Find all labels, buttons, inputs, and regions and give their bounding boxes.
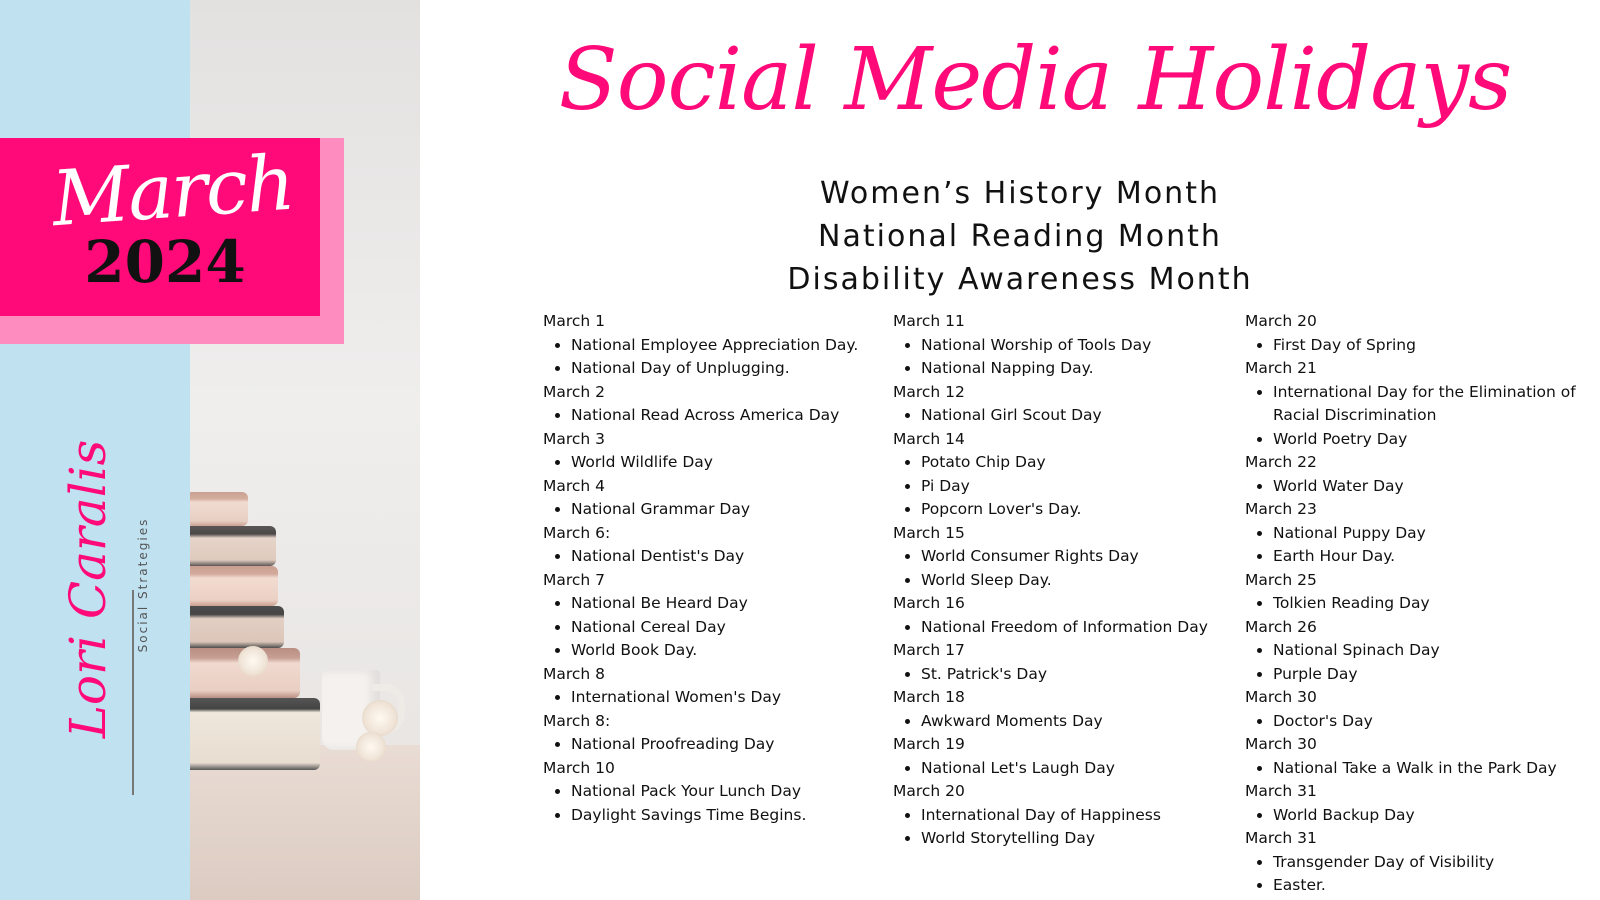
book [190, 526, 276, 566]
holiday-item: • Pi Day [921, 475, 1233, 499]
holiday-list [543, 686, 883, 710]
holiday-item: • International Day for the Elimination of Racial Discrimination [1273, 381, 1585, 428]
holiday-item: • National Read Across America Day [571, 404, 883, 428]
holiday-column-2 [893, 310, 1233, 851]
flower [362, 700, 398, 736]
holiday-list [1245, 522, 1585, 569]
holiday-item: • National Pack Your Lunch Day [571, 780, 883, 804]
holiday-list [1245, 757, 1585, 781]
holiday-list [1245, 592, 1585, 616]
holiday-item: • National Puppy Day [1273, 522, 1585, 546]
holiday-date: March 21 [1245, 359, 1317, 377]
holiday-date: March 30 [1245, 688, 1317, 706]
holiday-date: March 16 [893, 594, 965, 612]
holiday-item: • National Take a Walk in the Park Day [1273, 757, 1585, 781]
holiday-date: March 11 [893, 312, 965, 330]
holiday-list [893, 334, 1233, 381]
holiday-list [1245, 334, 1585, 358]
holiday-item: • Doctor's Day [1273, 710, 1585, 734]
holiday-date: March 20 [1245, 312, 1317, 330]
holiday-date: March 14 [893, 429, 965, 448]
holiday-item: • National Employee Appreciation Day. [571, 334, 883, 358]
book [190, 606, 284, 648]
observance-line: National Reading Month [818, 219, 1222, 254]
holiday-date: March 31 [1245, 829, 1317, 847]
holiday-item: • International Day of Happiness [921, 804, 1233, 828]
holiday-item: • World Water Day [1273, 475, 1585, 499]
holiday-date: March 31 [1245, 782, 1317, 800]
holiday-item: • National Napping Day. [921, 357, 1233, 381]
holiday-date: March 7 [543, 570, 606, 589]
book [190, 566, 278, 606]
brand-tagline: Social Strategies [136, 517, 150, 653]
holiday-list [543, 334, 883, 381]
holiday-list [543, 733, 883, 757]
holiday-column-3 [1245, 310, 1585, 898]
holiday-item: • National Freedom of Information Day [921, 616, 1233, 640]
observance-line: Women’s History Month [820, 176, 1220, 211]
holiday-list [543, 498, 883, 522]
holiday-item: • National Proofreading Day [571, 733, 883, 757]
holiday-list [893, 710, 1233, 734]
holiday-date: March 8 [543, 664, 606, 683]
holiday-item: • Purple Day [1273, 663, 1585, 687]
holiday-item: • Transgender Day of Visibility [1273, 851, 1585, 875]
holiday-list [893, 616, 1233, 640]
holiday-list [543, 780, 883, 827]
holiday-list [543, 592, 883, 663]
holiday-list [1245, 381, 1585, 452]
holiday-item: • World Poetry Day [1273, 428, 1585, 452]
holiday-date: March 3 [543, 429, 606, 448]
holiday-date: March 15 [893, 523, 965, 542]
holiday-date: March 20 [893, 782, 965, 800]
holiday-item: • World Book Day. [571, 639, 883, 663]
holiday-date: March 12 [893, 382, 965, 401]
holiday-item: • St. Patrick's Day [921, 663, 1233, 687]
holiday-item: • World Backup Day [1273, 804, 1585, 828]
month-label: March [49, 137, 296, 244]
page-title: Social Media Holidays [558, 30, 1512, 130]
book [190, 698, 320, 770]
holiday-item: • World Storytelling Day [921, 827, 1233, 851]
holiday-item: • Popcorn Lover's Day. [921, 498, 1233, 522]
holiday-date: March 10 [543, 758, 615, 777]
holiday-item: • First Day of Spring [1273, 334, 1585, 358]
holiday-list [1245, 475, 1585, 499]
holiday-item: • Tolkien Reading Day [1273, 592, 1585, 616]
holiday-date: March 19 [893, 735, 965, 753]
holiday-column-1 [543, 310, 883, 827]
book [190, 492, 248, 526]
holiday-item: • National Spinach Day [1273, 639, 1585, 663]
holiday-list [543, 545, 883, 569]
books-photo [190, 0, 420, 900]
brand-divider [132, 590, 134, 795]
holiday-date: March 17 [893, 641, 965, 659]
holiday-list [893, 545, 1233, 592]
brand-name: Lori Caralis [59, 439, 117, 739]
holiday-item: • National Worship of Tools Day [921, 334, 1233, 358]
holiday-date: March 4 [543, 476, 606, 495]
holiday-item: • World Sleep Day. [921, 569, 1233, 593]
flower [238, 646, 268, 676]
holiday-item: • National Dentist's Day [571, 545, 883, 569]
observance-line: Disability Awareness Month [787, 262, 1253, 297]
holiday-list [893, 404, 1233, 428]
holiday-list [1245, 851, 1585, 898]
holiday-list [543, 404, 883, 428]
holiday-item: • National Grammar Day [571, 498, 883, 522]
holiday-date: March 6: [543, 523, 611, 542]
holiday-item: • International Women's Day [571, 686, 883, 710]
holiday-item: • World Consumer Rights Day [921, 545, 1233, 569]
holiday-date: March 2 [543, 382, 606, 401]
holiday-item: • National Day of Unplugging. [571, 357, 883, 381]
holiday-item: • Earth Hour Day. [1273, 545, 1585, 569]
holiday-item: • National Girl Scout Day [921, 404, 1233, 428]
holiday-date: March 18 [893, 688, 965, 706]
holiday-item: • Easter. [1273, 874, 1585, 898]
flower [356, 732, 386, 762]
holiday-list [893, 804, 1233, 851]
holiday-item: • Daylight Savings Time Begins. [571, 804, 883, 828]
holiday-list [893, 451, 1233, 522]
brand-signature [28, 410, 150, 800]
holiday-date: March 30 [1245, 735, 1317, 753]
holiday-list [1245, 639, 1585, 686]
holiday-list [1245, 710, 1585, 734]
holiday-date: March 26 [1245, 617, 1317, 636]
holiday-item: • World Wildlife Day [571, 451, 883, 475]
holiday-date: March 23 [1245, 500, 1317, 518]
holiday-item: • National Cereal Day [571, 616, 883, 640]
holiday-item: • National Be Heard Day [571, 592, 883, 616]
holiday-item: • National Let's Laugh Day [921, 757, 1233, 781]
holiday-item: • Potato Chip Day [921, 451, 1233, 475]
holiday-list [893, 757, 1233, 781]
holiday-date: March 8: [543, 711, 611, 730]
holiday-date: March 1 [543, 312, 606, 330]
year-label: 2024 [84, 228, 246, 296]
monthly-observances [700, 172, 1340, 301]
holiday-item: • Awkward Moments Day [921, 710, 1233, 734]
holiday-list [893, 663, 1233, 687]
holiday-date: March 25 [1245, 570, 1317, 589]
holiday-list [543, 451, 883, 475]
holiday-list [1245, 804, 1585, 828]
holiday-date: March 22 [1245, 453, 1317, 471]
